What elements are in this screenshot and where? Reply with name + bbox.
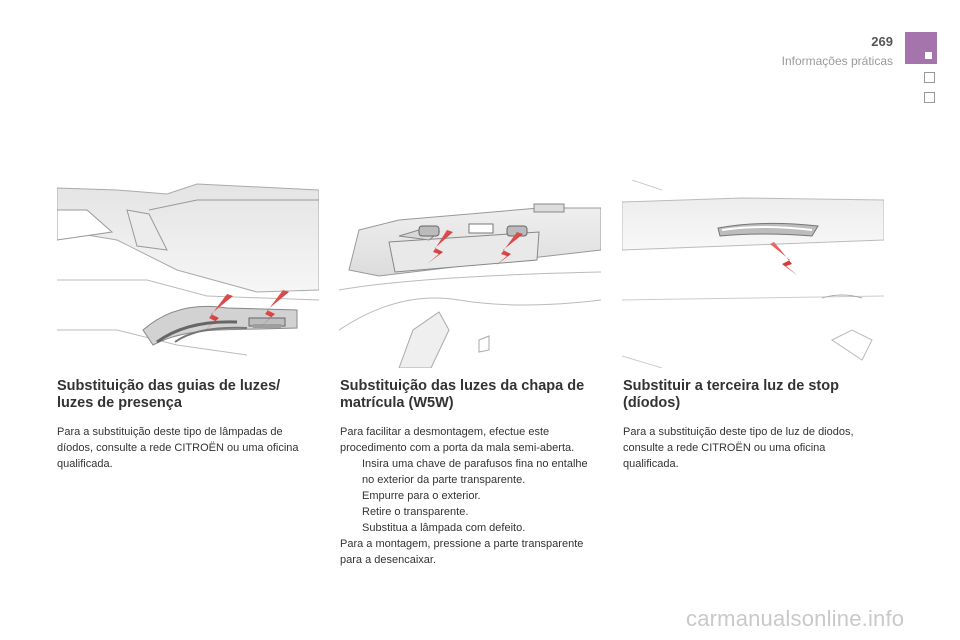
plate-lights-illustration (339, 180, 601, 368)
watermark: carmanualsonline.info (686, 606, 905, 631)
section-intro: Para facilitar a desmontagem, efectue este procedimento com a porta da mala semi-aberta. (340, 426, 575, 454)
side-lights-illustration (57, 180, 319, 368)
section-title: Informações práticas (781, 54, 893, 68)
list-item: Insira uma chave de parafusos fina no entalhe no exterior da parte transparente. (362, 458, 588, 486)
chapter-tab (924, 72, 935, 83)
list-item: Retire o transparente. (362, 506, 469, 518)
section-heading: Substituição das guias de luzes/ luzes de presença (57, 378, 281, 411)
section-outro: Para a montagem, pressione a parte transparente para a desencaixar. (340, 538, 584, 566)
page-number: 269 (871, 34, 893, 49)
section-paragraph: Para a substituição deste tipo de lâmpadas de díodos, consulte a rede CITROËN ou uma oficina qualificada. (57, 426, 299, 470)
section-plate-lights (340, 378, 600, 568)
brake-light-illustration (622, 180, 884, 368)
steps-list (340, 456, 600, 536)
chapter-tab-active (905, 32, 937, 64)
list-item: Substitua a lâmpada com defeito. (362, 522, 526, 534)
section-paragraph: Para a substituição deste tipo de luz de diodos, consulte a rede CITROËN ou uma oficina qualificada. (623, 426, 854, 470)
tab-marker-icon (925, 52, 932, 59)
section-side-lights (57, 378, 317, 472)
section-heading: Substituição das luzes da chapa de matrícula (W5W) (340, 378, 585, 411)
list-item: Empurre para o exterior. (362, 490, 481, 502)
chapter-tab (924, 92, 935, 103)
pointer-arrow (770, 242, 798, 276)
section-heading: Substituir a terceira luz de stop (díodos) (623, 378, 839, 411)
section-brake-light (623, 378, 883, 472)
